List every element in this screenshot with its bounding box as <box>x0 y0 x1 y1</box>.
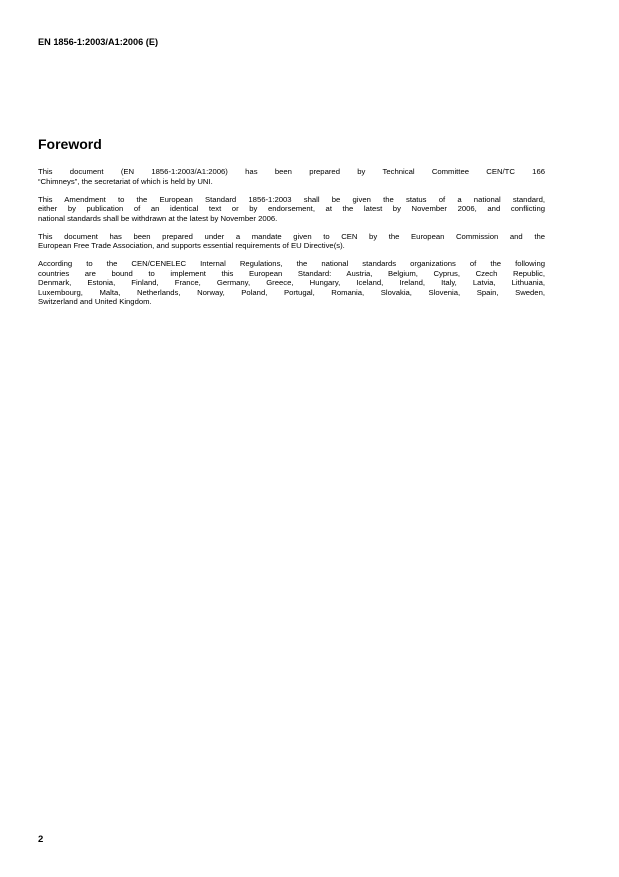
document-header: EN 1856-1:2003/A1:2006 (E) <box>38 37 159 47</box>
text-line: countries are bound to implement this European Standard: Austria, Belgium, Cyprus, Czech Republic, <box>38 268 545 278</box>
text-line: This document (EN 1856-1:2003/A1:2006) has been prepared by Technical Committee CEN/TC 166 <box>38 167 545 176</box>
paragraph <box>38 195 545 224</box>
text-line: This Amendment to the European Standard 1856-1:2003 shall be given the status of a national standard, <box>38 194 545 204</box>
paragraph <box>38 232 545 251</box>
paragraph <box>38 259 545 307</box>
paragraph <box>38 167 545 186</box>
text-line: Switzerland and United Kingdom. <box>38 297 152 306</box>
text-line: national standards shall be withdrawn at the latest by November 2006. <box>38 213 278 223</box>
text-line: European Free Trade Association, and supports essential requirements of EU Directive(s). <box>38 241 345 250</box>
text-line: According to the CEN/CENELEC Internal Regulations, the national standards organizations of the following <box>38 259 545 268</box>
page-number: 2 <box>38 834 44 845</box>
text-line: “Chimneys”, the secretariat of which is held by UNI. <box>38 176 213 186</box>
text-line: Denmark, Estonia, Finland, France, Germany, Greece, Hungary, Iceland, Ireland, Italy, Latvia, Lithuania, <box>38 278 545 287</box>
section-title: Foreword <box>38 136 102 152</box>
foreword-body <box>38 167 545 315</box>
text-line: either by publication of an identical text or by endorsement, at the latest by November 2006, and conflicting <box>38 204 545 213</box>
text-line: This document has been prepared under a mandate given to CEN by the European Commission and the <box>38 231 545 241</box>
text-line: Luxembourg, Malta, Netherlands, Norway, Poland, Portugal, Romania, Slovakia, Slovenia, Spain, Sweden, <box>38 287 545 297</box>
